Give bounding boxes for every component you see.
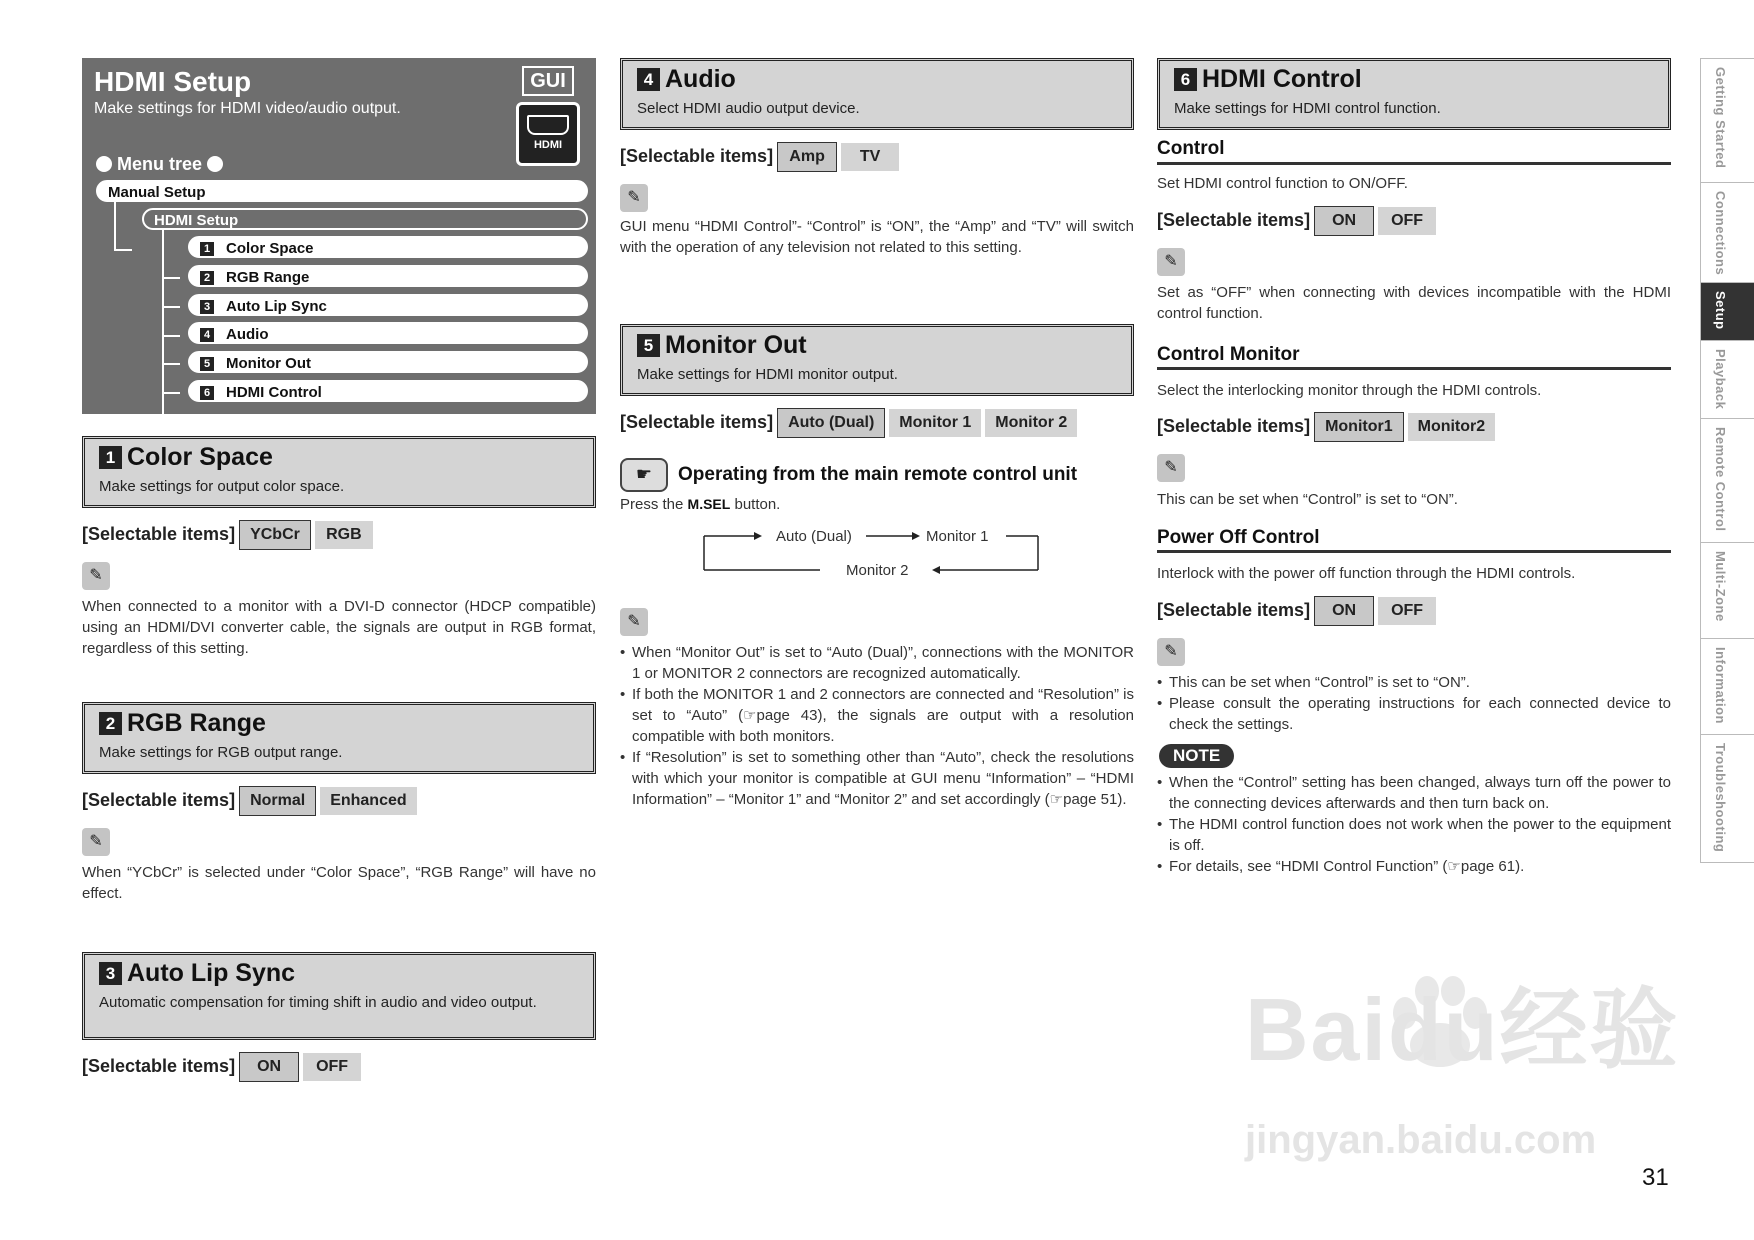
control-monitor-heading: Control Monitor [1157,344,1300,365]
section-title: 3 Auto Lip Sync [99,959,295,988]
menu-tree-heading [96,154,223,175]
section-subtitle: Make settings for output color space. [99,478,345,495]
tree-item-auto-lip-sync: 3 Auto Lip Sync [188,294,588,316]
remote-hand-icon: ☛ [620,458,668,492]
audio-section [620,58,1134,130]
side-tab-playback[interactable]: Playback [1701,340,1754,418]
section-title: 1 Color Space [99,443,273,472]
menu-tree-label: Menu tree [117,154,203,174]
gui-badge: GUI [522,66,574,96]
list-item: • When “Monitor Out” is set to “Auto (Dual)”, connections with the MONITOR 1 or MONITOR 2 connectors are recognized automatically. [632,642,1134,684]
side-tab-setup[interactable]: Setup [1701,282,1754,340]
option-rgb[interactable]: RGB [315,521,373,549]
rgb-range-note: When “YCbCr” is selected under “Color Space”, “RGB Range” will have no effect. [82,864,596,902]
diagram-label-auto-dual: Auto (Dual) [776,528,852,545]
press-msel-text: Press the M.SEL button. [620,496,781,513]
power-off-selectable-items: [Selectable items] ON OFF [1157,596,1436,626]
list-item: • This can be set when “Control” is set to “ON”. [1169,672,1671,693]
list-item: • For details, see “HDMI Control Function” (☞page 61). [1169,856,1671,877]
page-subtitle: Make settings for HDMI video/audio output. [94,100,401,117]
control-heading: Control [1157,138,1225,159]
divider [1157,162,1671,165]
list-item: • Please consult the operating instructions for each connected device to check the settings. [1169,693,1671,735]
hdmi-setup-header-panel [82,58,596,414]
remote-heading: Operating from the main remote control unit [678,464,1078,485]
section-title: 4 Audio [637,65,736,94]
auto-lip-sync-section [82,952,596,1040]
page-number: 31 [1642,1164,1669,1191]
option-off[interactable]: OFF [1378,207,1436,235]
control-desc: Set HDMI control function to ON/OFF. [1157,175,1408,192]
section-title: 5 Monitor Out [637,331,807,360]
side-tab-remote-control[interactable]: Remote Control [1701,418,1754,542]
control-monitor-selectable-items: [Selectable items] Monitor1 Monitor2 [1157,412,1495,442]
option-on[interactable]: ON [239,1052,299,1082]
diagram-label-monitor-2: Monitor 2 [846,562,909,579]
option-auto-dual[interactable]: Auto (Dual) [777,408,885,438]
option-amp[interactable]: Amp [777,142,837,172]
side-tab-information[interactable]: Information [1701,638,1754,734]
section-subtitle: Make settings for HDMI monitor output. [637,366,898,383]
msel-button-label: M.SEL [687,496,731,512]
monitor-out-selectable-items: [Selectable items] Auto (Dual) Monitor 1 Monitor 2 [620,408,1077,438]
option-ycbcr[interactable]: YCbCr [239,520,311,550]
tree-hdmi-setup: HDMI Setup [142,208,588,230]
page-title: HDMI Setup [94,66,252,97]
section-subtitle: Make settings for HDMI control function. [1174,100,1441,117]
side-tab-connections[interactable]: Connections [1701,182,1754,282]
note-badge: NOTE [1159,744,1234,768]
power-off-notes [1157,672,1671,735]
option-tv[interactable]: TV [841,143,899,171]
pencil-note-icon: ✎ [82,562,110,590]
bullet-icon [96,156,112,172]
pencil-note-icon: ✎ [620,608,648,636]
power-off-heading: Power Off Control [1157,527,1320,548]
pencil-note-icon: ✎ [620,184,648,212]
tree-manual-setup: Manual Setup [96,180,588,202]
tree-item-hdmi-control: 6 HDMI Control [188,380,588,402]
pencil-note-icon: ✎ [1157,454,1185,482]
monitor-out-notes [620,642,1134,810]
hdmi-icon-label: HDMI [533,139,563,151]
option-enhanced[interactable]: Enhanced [320,787,416,815]
side-tab-multi-zone[interactable]: Multi-Zone [1701,542,1754,638]
option-monitor2[interactable]: Monitor2 [1408,413,1496,441]
section-title: 2 RGB Range [99,709,266,738]
option-monitor-2[interactable]: Monitor 2 [985,409,1077,437]
pencil-note-icon: ✎ [1157,248,1185,276]
rgb-range-section [82,702,596,774]
option-monitor1[interactable]: Monitor1 [1314,412,1404,442]
hdmi-icon [516,102,580,166]
list-item: • If “Resolution” is set to something other than “Auto”, check the resolutions with which your monitor is compatible at GUI menu “Information” – “HDMI Information” – “Monitor 1” and “Monitor 2” and set accordingly (☞page 51). [632,747,1134,810]
diagram-label-monitor-1: Monitor 1 [926,528,989,545]
pencil-note-icon: ✎ [1157,638,1185,666]
audio-note: GUI menu “HDMI Control”- “Control” is “ON”, the “Amp” and “TV” will switch with the operation of any television not related to this setting. [620,218,1134,256]
option-normal[interactable]: Normal [239,786,316,816]
list-item: • When the “Control” setting has been changed, always turn off the power to the connecting devices afterwards and then turn back on. [1169,772,1671,814]
monitor-cycle-diagram [700,520,1060,584]
watermark-text: Baidu经验 [1245,980,1680,1079]
tree-item-audio: 4 Audio [188,322,588,344]
tree-item-monitor-out: 5 Monitor Out [188,351,588,373]
rgb-range-selectable-items: [Selectable items] Normal Enhanced [82,786,417,816]
divider [1157,550,1671,553]
bullet-icon [207,156,223,172]
audio-selectable-items: [Selectable items] Amp TV [620,142,899,172]
pencil-note-icon: ✎ [82,828,110,856]
side-tab-bar [1700,58,1754,863]
auto-lip-sync-selectable-items: [Selectable items] ON OFF [82,1052,361,1082]
color-space-selectable-items: [Selectable items] YCbCr RGB [82,520,373,550]
section-subtitle: Automatic compensation for timing shift in audio and video output. [99,994,537,1011]
control-monitor-note: This can be set when “Control” is set to “ON”. [1157,491,1458,508]
section-subtitle: Select HDMI audio output device. [637,100,860,117]
section-title: 6 HDMI Control [1174,65,1362,94]
color-space-note: When connected to a monitor with a DVI-D connector (HDCP compatible) using an HDMI/DVI converter cable, the signals are output in RGB format, regardless of this setting. [82,598,596,657]
divider [1157,367,1671,370]
power-off-desc: Interlock with the power off function through the HDMI controls. [1157,565,1576,582]
option-off[interactable]: OFF [1378,597,1436,625]
section-subtitle: Make settings for RGB output range. [99,744,343,761]
tree-item-rgb-range: 2 RGB Range [188,265,588,287]
tree-item-color-space: 1 Color Space [188,236,588,258]
control-selectable-items: [Selectable items] ON OFF [1157,206,1436,236]
option-monitor-1[interactable]: Monitor 1 [889,409,981,437]
option-off[interactable]: OFF [303,1053,361,1081]
control-note: Set as “OFF” when connecting with devices incompatible with the HDMI control function. [1157,284,1671,322]
option-on[interactable]: ON [1314,206,1374,236]
control-monitor-desc: Select the interlocking monitor through the HDMI controls. [1157,382,1542,399]
list-item: • If both the MONITOR 1 and 2 connectors are connected and “Resolution” is set to “Auto” (☞page 43), the signals are output with a resolution compatible with both monitors. [632,684,1134,747]
option-on[interactable]: ON [1314,596,1374,626]
note-items [1157,772,1671,877]
list-item: • The HDMI control function does not work when the power to the equipment is off. [1169,814,1671,856]
watermark-url: jingyan.baidu.com [1245,1118,1597,1162]
color-space-section [82,436,596,508]
hdmi-control-section [1157,58,1671,130]
side-tab-troubleshooting[interactable]: Troubleshooting [1701,734,1754,863]
side-tab-getting-started[interactable]: Getting Started [1701,58,1754,182]
monitor-out-section [620,324,1134,396]
